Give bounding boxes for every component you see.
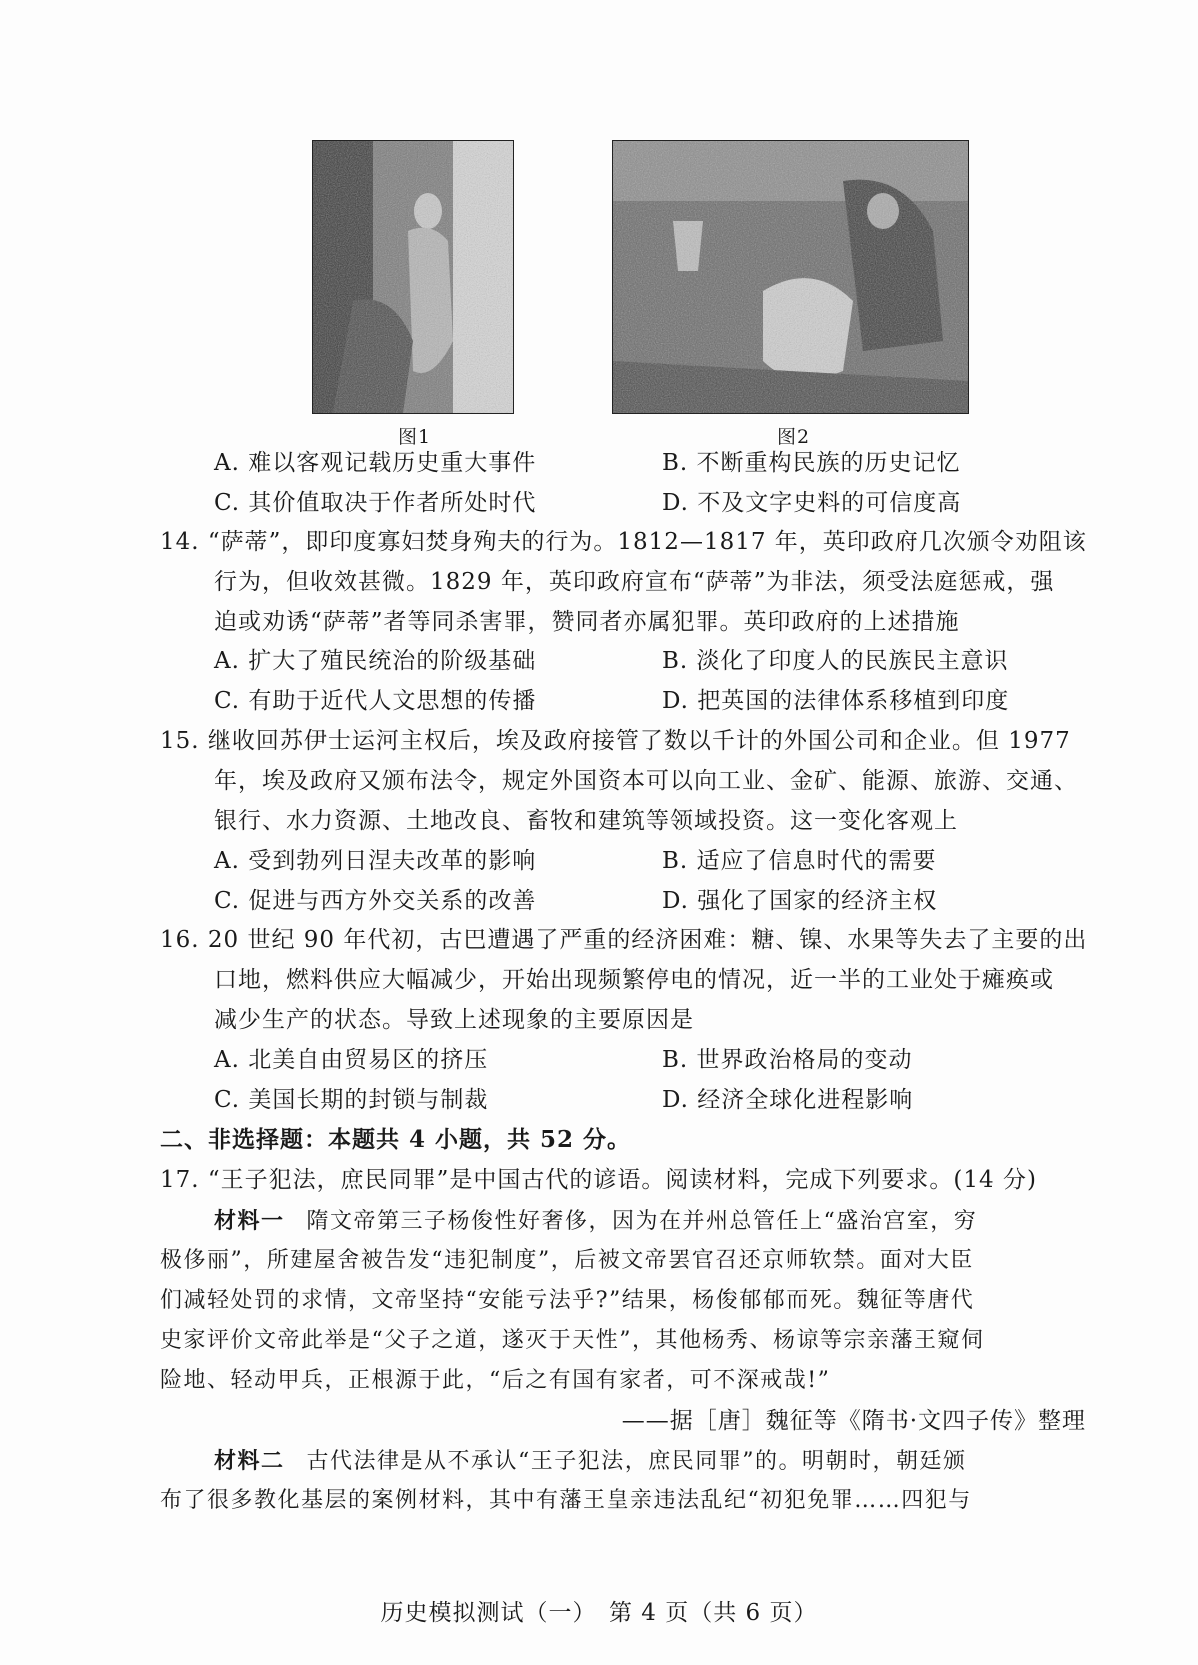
q16-option-d: D. 经济全球化进程影响 xyxy=(662,1087,914,1113)
q16-option-b: B. 世界政治格局的变动 xyxy=(662,1047,913,1073)
q14-option-c: C. 有助于近代人文思想的传播 xyxy=(214,688,537,714)
q17-material-1-source: ——据［唐］魏征等《隋书·文四子传》整理 xyxy=(621,1408,1086,1434)
figure-2-caption: 图2 xyxy=(777,426,811,448)
q14-option-b: B. 淡化了印度人的民族民主意识 xyxy=(662,648,1009,674)
material-2-label: 材料二 xyxy=(214,1448,285,1474)
q13-option-a: A. 难以客观记载历史重大事件 xyxy=(214,450,537,476)
q15-stem-line-2: 年，埃及政府又颁布法令，规定外国资本可以向工业、金矿、能源、旅游、交通、 xyxy=(214,768,1078,794)
figure-1-caption: 图1 xyxy=(398,426,432,448)
q16-option-c: C. 美国长期的封锁与制裁 xyxy=(214,1087,489,1113)
q14-stem-line-1: 14. “萨蒂”，即印度寡妇焚身殉夫的行为。1812—1817 年，英印政府几次颁令劝阻该 xyxy=(160,529,1087,555)
figure-2-image xyxy=(612,140,969,414)
q14-stem-line-2: 行为，但收效甚微。1829 年，英印政府宣布“萨蒂”为非法，须受法庭惩戒，强 xyxy=(214,569,1055,595)
q15-stem-line-1: 15. 继收回苏伊士运河主权后，埃及政府接管了数以千计的外国公司和企业。但 1977 xyxy=(160,728,1071,754)
q17-material-1-line-4: 史家评价文帝此举是“父子之道，遂灭于天性”，其他杨秀、杨谅等宗亲藩王窥伺 xyxy=(160,1328,985,1353)
section-2-heading: 二、非选择题：本题共 4 小题，共 52 分。 xyxy=(160,1126,632,1153)
q17-material-1-line-5: 险地、轻动甲兵，正根源于此，“后之有国有家者，可不深戒哉!” xyxy=(160,1368,831,1393)
q13-option-c: C. 其价值取决于作者所处时代 xyxy=(214,490,537,516)
q15-option-d: D. 强化了国家的经济主权 xyxy=(662,888,938,914)
page-footer: 历史模拟测试（一） 第 4 页（共 6 页） xyxy=(380,1600,818,1626)
material-1-text: 隋文帝第三子杨俊性好奢侈，因为在并州总管任上“盛治宫室，穷 xyxy=(306,1209,978,1234)
q16-stem-line-3: 减少生产的状态。导致上述现象的主要原因是 xyxy=(214,1007,694,1033)
material-1-label: 材料一 xyxy=(214,1208,285,1234)
q17-material-1-line-3: 们减轻处罚的求情，文帝坚持“安能亏法乎?”结果，杨俊郁郁而死。魏征等唐代 xyxy=(160,1288,975,1313)
q13-option-d: D. 不及文字史料的可信度高 xyxy=(662,490,962,516)
q14-option-a: A. 扩大了殖民统治的阶级基础 xyxy=(214,648,537,674)
q14-option-d: D. 把英国的法律体系移植到印度 xyxy=(662,688,1010,714)
q16-stem-line-2: 口地，燃料供应大幅减少，开始出现频繁停电的情况，近一半的工业处于瘫痪或 xyxy=(214,967,1054,993)
q15-option-c: C. 促进与西方外交关系的改善 xyxy=(214,888,537,914)
q17-material-1-line-2: 极侈丽”，所建屋舍被告发“违犯制度”，后被文帝罢官召还京师软禁。面对大臣 xyxy=(160,1248,974,1273)
q15-option-b: B. 适应了信息时代的需要 xyxy=(662,848,937,874)
q15-stem-line-3: 银行、水力资源、土地改良、畜牧和建筑等领域投资。这一变化客观上 xyxy=(214,808,958,834)
material-2-text: 古代法律是从不承认“王子犯法，庶民同罪”的。明朝时，朝廷颁 xyxy=(306,1449,967,1474)
q13-option-b: B. 不断重构民族的历史记忆 xyxy=(662,450,961,476)
figure-1-image xyxy=(312,140,514,414)
q17-material-2-line-2: 布了很多教化基层的案例材料，其中有藩王皇亲违法乱纪“初犯免罪……四犯与 xyxy=(160,1488,972,1513)
q17-stem: 17. “王子犯法，庶民同罪”是中国古代的谚语。阅读材料，完成下列要求。(14 分) xyxy=(160,1167,1037,1193)
q14-stem-line-3: 迫或劝诱“萨蒂”者等同杀害罪，赞同者亦属犯罪。英印政府的上述措施 xyxy=(214,609,960,635)
q16-stem-line-1: 16. 20 世纪 90 年代初，古巴遭遇了严重的经济困难：糖、镍、水果等失去了主要的出 xyxy=(160,927,1088,953)
q17-material-2-line-1 xyxy=(214,1446,967,1477)
q16-option-a: A. 北美自由贸易区的挤压 xyxy=(214,1047,489,1073)
q15-option-a: A. 受到勃列日涅夫改革的影响 xyxy=(214,848,537,874)
q17-material-1-line-1 xyxy=(214,1206,977,1237)
